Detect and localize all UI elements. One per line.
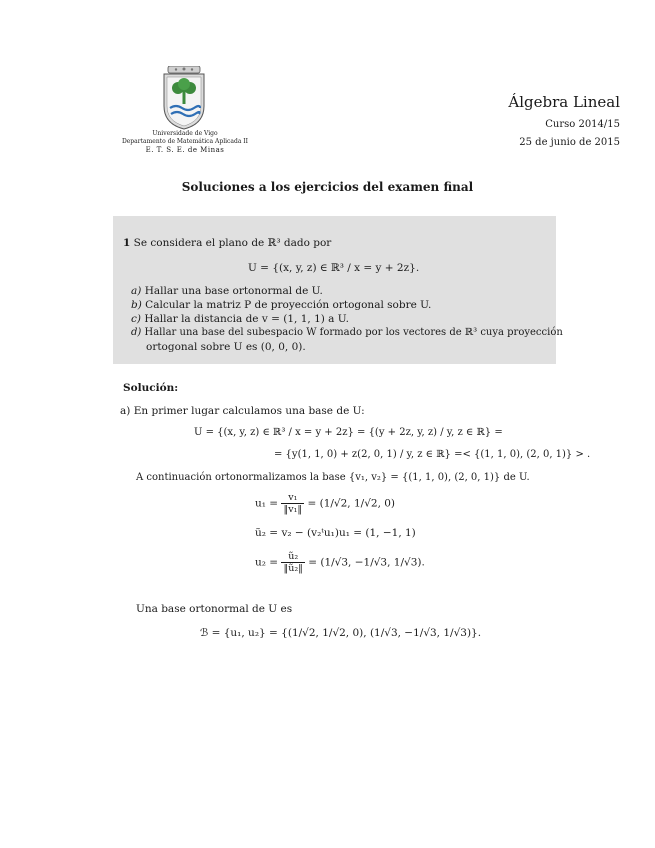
basis-equation: ℬ = {u₁, u₂} = {(1/√2, 1/√2, 0), (1/√3, −1/√3, 1/√3)}. (200, 627, 482, 639)
department-name: Departamento de Matemática Aplicada II (121, 138, 249, 145)
item-label: d) (131, 327, 142, 338)
part-a-intro (120, 404, 365, 418)
u2-rhs: = (1/√3, −1/√3, 1/√3). (308, 556, 425, 569)
problem-number: 1 (123, 237, 131, 249)
problem-item-c (131, 312, 349, 326)
exam-date: 25 de junio de 2015 (519, 137, 620, 148)
item-label: a) (131, 285, 142, 297)
item-text: Calcular la matriz P de proyección ortogonal sobre U. (145, 299, 432, 311)
u1-lhs: u₁ = (255, 497, 279, 510)
problem-item-d (131, 326, 563, 340)
u2-tilde-equation: ũ₂ = v₂ − (v₂ᵗu₁)u₁ = (1, −1, 1) (255, 527, 416, 539)
university-name: Universidade de Vigo (152, 130, 218, 137)
item-text: Hallar una base del subespacio W formado por los vectores de ℝ³ cuya proyección (144, 327, 563, 338)
u1-rhs: = (1/√2, 1/√2, 0) (307, 497, 396, 510)
item-label: b) (131, 299, 142, 311)
problem-intro (123, 236, 331, 250)
university-crest-logo (162, 66, 206, 130)
u1-fraction (281, 492, 304, 515)
university-block (100, 130, 270, 154)
course-info (420, 92, 620, 150)
u2-denominator: ‖ũ₂‖ (283, 563, 303, 574)
u2-lhs: u₂ = (255, 556, 279, 569)
problem-item-b (131, 298, 431, 312)
document-title: Soluciones a los ejercicios del examen final (181, 180, 474, 194)
plane-equation: U = {(x, y, z) ∈ ℝ³ / x = y + 2z}. (248, 262, 420, 274)
item-label: c) (131, 313, 141, 325)
u2-equation (255, 551, 425, 574)
u2-fraction (281, 551, 304, 574)
item-text: Hallar la distancia de v = (1, 1, 1) a U. (144, 313, 350, 325)
part-a-intro-text: En primer lugar calculamos una base de U: (133, 405, 365, 417)
u1-numerator: v₁ (281, 492, 304, 504)
problem-intro-text: Se considera el plano de ℝ³ dado por (133, 237, 332, 249)
u1-equation (255, 492, 395, 515)
u2-numerator: ũ₂ (281, 551, 304, 563)
part-a-label: a) (120, 405, 131, 417)
problem-item-a (131, 284, 323, 298)
equation-1-line-2: = {y(1, 1, 0) + z(2, 0, 1) / y, z ∈ ℝ} =< {(1, 1, 0), (2, 0, 1)} > . (274, 449, 591, 460)
orthonormalization-text: A continuación ortonormalizamos la base {v₁, v₂} = {(1, 1, 0), (2, 0, 1)} de U. (136, 472, 530, 483)
course-year: Curso 2014/15 (545, 119, 620, 130)
problem-item-d-continued: ortogonal sobre U es (0, 0, 0). (146, 341, 306, 353)
u1-denominator: ‖v₁‖ (283, 504, 303, 515)
item-text: Hallar una base ortonormal de U. (144, 285, 323, 297)
basis-text: Una base ortonormal de U es (136, 603, 293, 615)
school-name: E. T. S. E. de Minas (145, 146, 225, 154)
solution-heading: Solución: (123, 382, 179, 394)
course-title: Álgebra Lineal (508, 93, 620, 111)
equation-1-line-1: U = {(x, y, z) ∈ ℝ³ / x = y + 2z} = {(y + 2z, y, z) / y, z ∈ ℝ} = (194, 427, 503, 438)
